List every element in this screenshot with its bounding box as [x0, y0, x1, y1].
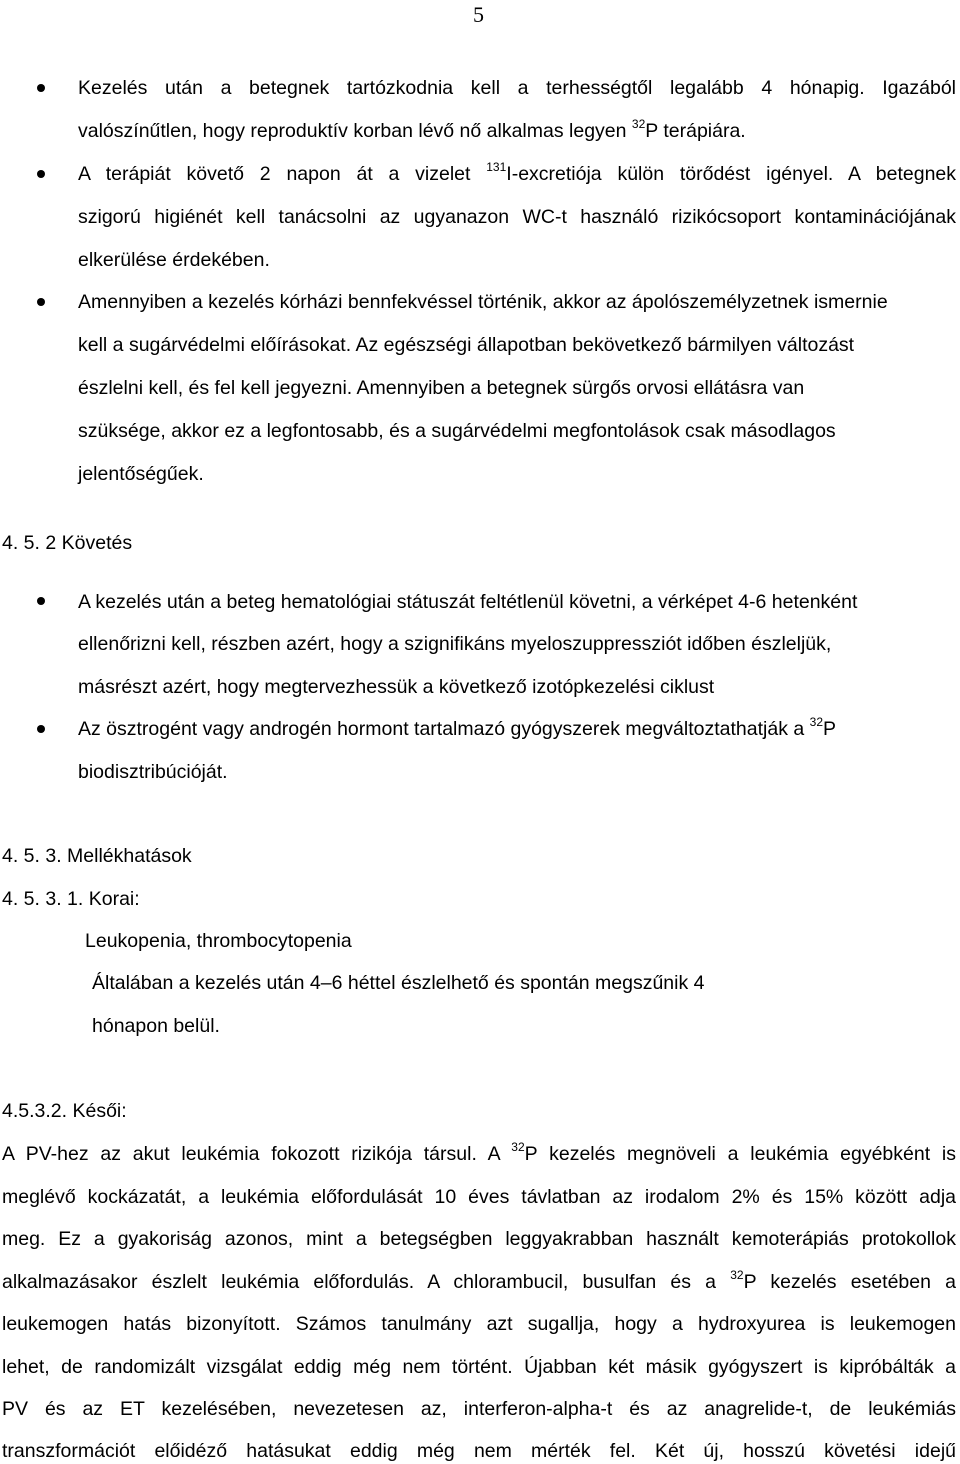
text-segment: ellenőrizni kell, részben azért, hogy a szignifikáns myeloszuppressziót időben észleljük,: [78, 633, 832, 655]
text-segment: transzformációt előidéző hatásukat eddig még nem mérték fel. Két új, hosszú követési idejű: [2, 1440, 956, 1462]
text-segment: PV és az ET kezelésében, nevezetesen az, interferon-alpha-t és az anagrelide-t, de leukémiás: [2, 1398, 956, 1420]
text-line: [78, 419, 836, 443]
text-line: [78, 632, 831, 656]
paragraph-line: [2, 1355, 956, 1379]
text-segment: kell a sugárvédelmi előírásokat. Az egészségi állapotban bekövetkező bármilyen változást: [78, 334, 855, 356]
text-segment: leukemogen hatás bizonyított. Számos tanulmány azt sugallja, hogy a hydroxyurea is leukemogen: [2, 1313, 956, 1335]
text-line: [78, 290, 888, 314]
bullet-dot: [37, 597, 45, 605]
text-segment: A kezelés után a beteg hematológiai státuszát feltétlenül követni, a vérképet 4-6 hetenként: [78, 591, 858, 613]
paragraph-line: [2, 1270, 956, 1294]
text-line: [78, 205, 956, 229]
isotope-superscript: 32: [809, 715, 823, 729]
text-segment: jelentőségűek.: [78, 463, 204, 485]
section-heading: 4. 5. 2 Követés: [2, 532, 133, 554]
section-heading: 4. 5. 3. Mellékhatások: [2, 845, 192, 867]
text-segment: szigorú higiénét kell tanácsolni az ugyanazon WC-t használó rizikócsoport kontaminációjának: [78, 206, 956, 228]
isotope-superscript: 32: [730, 1268, 744, 1282]
text-segment: észlelni kell, és fel kell jegyezni. Amennyiben a betegnek sürgős orvosi ellátásra van: [78, 377, 805, 399]
text-line: [78, 760, 228, 784]
text-segment: Kezelés után a betegnek tartózkodnia kell a terhességtől legalább 4 hónapig. Igazából: [78, 77, 956, 99]
text-line: [78, 675, 714, 699]
text-segment: I-excretiója külön törődést igényel. A betegnek: [506, 163, 957, 185]
paragraph-line: [2, 1439, 956, 1463]
text-segment: P kezelés esetében a: [743, 1271, 956, 1293]
text-segment: P kezelés megnöveli a leukémia egyébként is: [524, 1143, 956, 1165]
text-line: [78, 119, 746, 143]
text-segment: meglévő kockázatát, a leukémia előfordulását 10 éves távlatban az irodalom 2% és 15% között adja: [2, 1186, 956, 1208]
paragraph-line: [2, 1312, 956, 1336]
text-segment: biodisztribúcióját.: [78, 761, 228, 783]
paragraph-line: [2, 1142, 956, 1166]
text-line: [78, 462, 204, 486]
bullet-dot: [37, 84, 45, 92]
text-line: [78, 248, 270, 272]
text-line: [78, 376, 804, 400]
text-segment: Amennyiben a kezelés kórházi bennfekvéssel történik, akkor az ápolószemélyzetnek ismernie: [78, 291, 888, 313]
text-segment: P terápiára.: [645, 120, 746, 142]
paragraph-line: [2, 1185, 956, 1209]
text-segment: elkerülése érdekében.: [78, 249, 270, 271]
paragraph-line: [2, 1397, 956, 1421]
isotope-superscript: 131: [486, 160, 507, 174]
text-segment: szüksége, akkor ez a legfontosabb, és a sugárvédelmi megfontolások csak másodlagos: [78, 420, 836, 442]
text-segment: lehet, de randomizált vizsgálat eddig még nem történt. Újabban két másik gyógyszert is kipróbálták a: [2, 1356, 956, 1378]
text-segment: alkalmazásakor észlelt leukémia előfordulás. A chlorambucil, busulfan és a: [2, 1271, 731, 1293]
text-segment: P: [823, 718, 837, 740]
bullet-dot: [37, 725, 45, 733]
paragraph-line: [2, 1227, 956, 1251]
text-segment: Az ösztrogént vagy androgén hormont tartalmazó gyógyszerek megváltoztathatják a: [78, 718, 810, 740]
text-line: [78, 333, 854, 357]
page-number: 5: [473, 2, 484, 27]
text-segment: meg. Ez a gyakoriság azonos, mint a betegségben leggyakrabban használt kemoterápiás protokollok: [2, 1228, 956, 1250]
isotope-superscript: 32: [511, 1140, 525, 1154]
text-line: [78, 590, 857, 614]
side-effect-item: Leukopenia, thrombocytopenia: [85, 930, 352, 952]
text-segment: másrészt azért, hogy megtervezhessük a következő izotópkezelési ciklust: [78, 676, 715, 698]
text-line: [78, 717, 836, 741]
text-line: [78, 162, 956, 186]
text-segment: A terápiát követő 2 napon át a vizelet: [78, 163, 487, 185]
subsection-heading: 4. 5. 3. 1. Korai:: [2, 888, 140, 910]
text-segment: valószínűtlen, hogy reproduktív korban lévő nő alkalmas legyen: [78, 120, 632, 142]
bullet-dot: [37, 170, 45, 178]
text-line: [78, 76, 956, 100]
subsection-heading: 4.5.3.2. Késői:: [2, 1100, 127, 1122]
side-effect-description: hónapon belül.: [92, 1015, 220, 1037]
text-segment: A PV-hez az akut leukémia fokozott rizikója társul. A: [2, 1143, 512, 1165]
bullet-dot: [37, 298, 45, 306]
side-effect-description: Általában a kezelés után 4–6 héttel észlelhető és spontán megszűnik 4: [92, 972, 705, 994]
isotope-superscript: 32: [631, 117, 646, 131]
